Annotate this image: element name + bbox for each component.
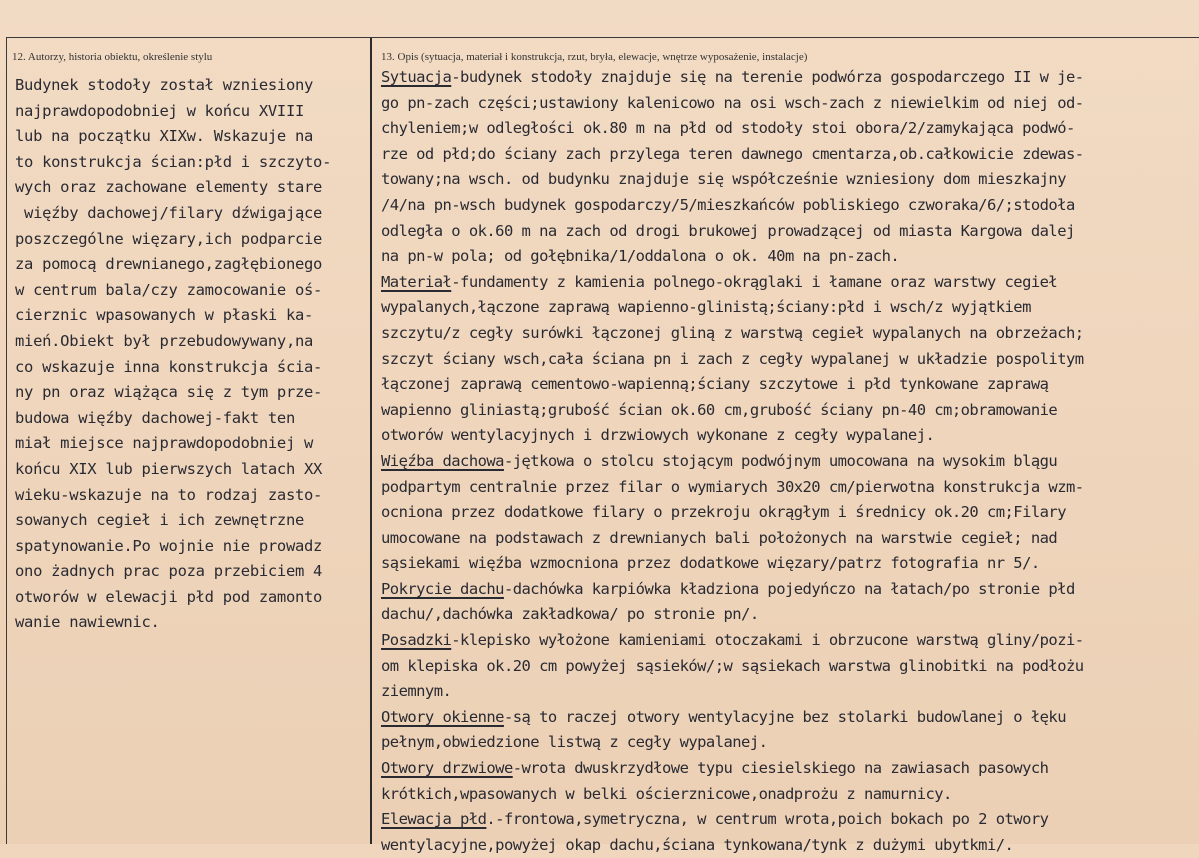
text-line: najprawdopodobniej w końcu XVIII <box>15 101 305 120</box>
line-text: -dachówka karpiówka kładziona pojedyńczo na łatach/po stronie płd <box>503 579 1075 598</box>
text-line <box>381 65 1196 91</box>
text-line: budowa więźby dachowej-fakt ten <box>15 408 295 427</box>
left-rule <box>6 37 7 844</box>
text-line: mień.Obiekt był przebudowywany,na <box>15 331 314 350</box>
text-line: Budynek stodoły został wzniesiony <box>15 76 314 94</box>
line-text: umocowane na podstawach z drewnianych bali położonych na warstwie cegieł; nad <box>381 528 1058 547</box>
line-text: łączonej zaprawą cementowo-wapienną;ściany szczytowe i płd tynkowane zaprawą <box>381 375 1049 394</box>
section-label: Sytuacja <box>381 68 452 86</box>
text-line <box>381 500 1196 526</box>
top-rule <box>6 37 1199 38</box>
text-line <box>381 167 1196 193</box>
line-text: chyleniem;w odległości ok.80 m na płd od stodoły stoi obora/2/zamykająca podwó- <box>381 119 1075 138</box>
section-label: Elewacja płd <box>381 810 487 829</box>
text-line <box>381 142 1196 168</box>
line-text: na pn-w pola; od gołębnika/1/oddalona o ok. 40m na pn-zach. <box>381 247 900 266</box>
line-text: -wrota dwuskrzydłowe typu ciesielskiego na zawiasach pasowych <box>512 759 1049 778</box>
text-line <box>381 347 1196 373</box>
line-text: om klepiska ok.20 cm powyżej sąsieków/;w sąsiekach warstwa glinobitki na podłożu <box>381 656 1084 675</box>
line-text: wentylacyjne,powyżej okap dachu,ściana tynkowana/tynk z dużymi ubytkmi/. <box>381 835 1014 854</box>
line-text: -budynek stodoły znajduje się na terenie podwórza gospodarczego II w je- <box>451 68 1084 86</box>
text-line <box>381 833 1196 858</box>
text-line: miał miejsce najprawdopodobniej w <box>15 434 314 453</box>
section-label: Pokrycie dachu <box>381 579 504 598</box>
line-text: /4/na pn-wsch budynek gospodarczy/5/mieszkańców pobliskiego czworaka/6/;stodoła <box>381 195 1075 214</box>
line-text: -klepisko wyłożone kamieniami otoczakami i obrzucone warstwą gliny/pozi- <box>451 631 1084 650</box>
text-line <box>381 219 1196 245</box>
section-label: Więźba dachowa <box>381 451 504 470</box>
line-text: go pn-zach części;ustawiony kalenicowo na osi wsch-zach z niewielkim od niej od- <box>381 93 1084 112</box>
text-line: poszczególne więzary,ich podparcie <box>15 229 323 248</box>
line-text: ocniona przez dodatkowe filary o przekroju okrągłym i średnicy ok.20 cm;Filary <box>381 503 1066 522</box>
line-text: szczytu/z cegły surówki łączonej gliną z warstwą cegieł wypalanych na obrzeżach; <box>381 323 1084 342</box>
line-text: dachu/,dachówka zakładkowa/ po stronie pn/. <box>381 605 759 624</box>
line-text: otworów wentylacyjnych i drzwiowych wykonane z cegły wypalanej. <box>381 426 935 445</box>
text-line <box>381 398 1196 424</box>
text-line: lub na początku XIXw. Wskazuje na <box>15 127 314 146</box>
line-text: podpartym centralnie przez filar o wymiarych 30x20 cm/pierwotna konstrukcja wzm- <box>381 477 1084 496</box>
description-text <box>381 65 1196 858</box>
text-line <box>381 551 1196 577</box>
text-line <box>381 244 1196 270</box>
text-line <box>381 423 1196 449</box>
line-text: odległa o ok.60 m na zach od drogi brukowej prowadzącej od miasta Kargowa dalej <box>381 221 1075 240</box>
text-line <box>381 807 1196 833</box>
line-text: -fundamenty z kamienia polnego-okrąglaki i łamane oraz warstwy cegieł <box>451 272 1058 291</box>
text-line <box>381 654 1196 680</box>
section-label: Materiał <box>381 272 452 291</box>
line-text: wapienno gliniastą;grubość ścian ok.60 cm,grubość ściany pn-40 cm;obramowanie <box>381 400 1058 419</box>
text-line: spatynowanie.Po wojnie nie prowadz <box>15 536 323 555</box>
line-text: rze od płd;do ściany zach przylega teren dawnego cmentarza,ob.całkowicie zdewas- <box>381 144 1084 163</box>
line-text: krótkich,wpasowanych w belki ościerznicowe,onadprożu z namurnicy. <box>381 784 952 803</box>
text-line: cierznic wpasowanych w płaski ka- <box>15 306 314 325</box>
history-text <box>15 73 365 636</box>
text-line <box>381 782 1196 808</box>
text-line <box>381 679 1196 705</box>
text-line <box>381 372 1196 398</box>
line-text: -są to raczej otwory wentylacyjne bez stolarki budowlanej o łęku <box>503 707 1066 726</box>
text-line: ny pn oraz wiążąca się z tym prze- <box>15 383 323 402</box>
text-line: końcu XIX lub pierwszych latach XX <box>15 459 323 478</box>
text-line <box>381 321 1196 347</box>
text-line: za pomocą drewnianego,zagłębionego <box>15 255 323 274</box>
text-line <box>381 756 1196 782</box>
line-text: ziemnym. <box>381 682 452 701</box>
text-line: to konstrukcja ścian:płd i szczyto- <box>15 152 332 171</box>
text-line <box>381 193 1196 219</box>
section-13-heading: 13. Opis (sytuacja, materiał i konstrukcja, rzut, bryła, elewacje, wnętrze wyposażenie, instalacje) <box>381 51 808 63</box>
text-line <box>381 295 1196 321</box>
text-line: więźby dachowej/filary dźwigające <box>15 203 323 222</box>
text-line <box>381 628 1196 654</box>
text-line <box>381 91 1196 117</box>
text-line <box>381 602 1196 628</box>
text-line: otworów w elewacji płd pod zamonto <box>15 587 323 606</box>
column-divider <box>370 38 372 844</box>
line-text: sąsiekami więźba wzmocniona przez dodatkowe więzary/patrz fotografia nr 5/. <box>381 554 1040 573</box>
text-line: ono żadnych prac poza przebiciem 4 <box>15 562 323 581</box>
text-line <box>381 730 1196 756</box>
text-line <box>381 577 1196 603</box>
text-line: w centrum bala/czy zamocowanie oś- <box>15 280 323 299</box>
line-text: towany;na wsch. od budynku znajduje się współcześnie wzniesiony dom mieszkajny <box>381 170 1066 189</box>
text-line: wanie nawiewnic. <box>15 613 160 632</box>
text-line <box>381 449 1196 475</box>
text-line <box>381 270 1196 296</box>
line-text: .-frontowa,symetryczna, w centrum wrota,poich bokach po 2 otwory <box>486 810 1049 829</box>
text-line: wieku-wskazuje na to rodzaj zasto- <box>15 485 323 504</box>
line-text: -jętkowa o stolcu stojącym podwójnym umocowana na wysokim blągu <box>503 451 1058 470</box>
text-line <box>381 705 1196 731</box>
section-label: Otwory drzwiowe <box>381 759 513 778</box>
line-text: wypalanych,łączone zaprawą wapienno-glinistą;ściany:płd i wsch/z wyjątkiem <box>381 298 1031 317</box>
section-label: Posadzki <box>381 631 452 650</box>
text-line: sowanych cegieł i ich zewnętrzne <box>15 511 305 530</box>
text-line: wych oraz zachowane elementy stare <box>15 178 323 197</box>
text-line <box>381 116 1196 142</box>
section-label: Otwory okienne <box>381 707 504 726</box>
text-line <box>381 475 1196 501</box>
section-12-heading: 12. Autorzy, historia obiektu, określenie stylu <box>12 51 213 63</box>
line-text: szczyt ściany wsch,cała ściana pn i zach z cegły wypalanej w układzie pospolitym <box>381 349 1084 368</box>
line-text: pełnym,obwiedzione listwą z cegły wypalanej. <box>381 733 768 752</box>
text-line <box>381 526 1196 552</box>
text-line: co wskazuje inna konstrukcja ścia- <box>15 357 323 376</box>
